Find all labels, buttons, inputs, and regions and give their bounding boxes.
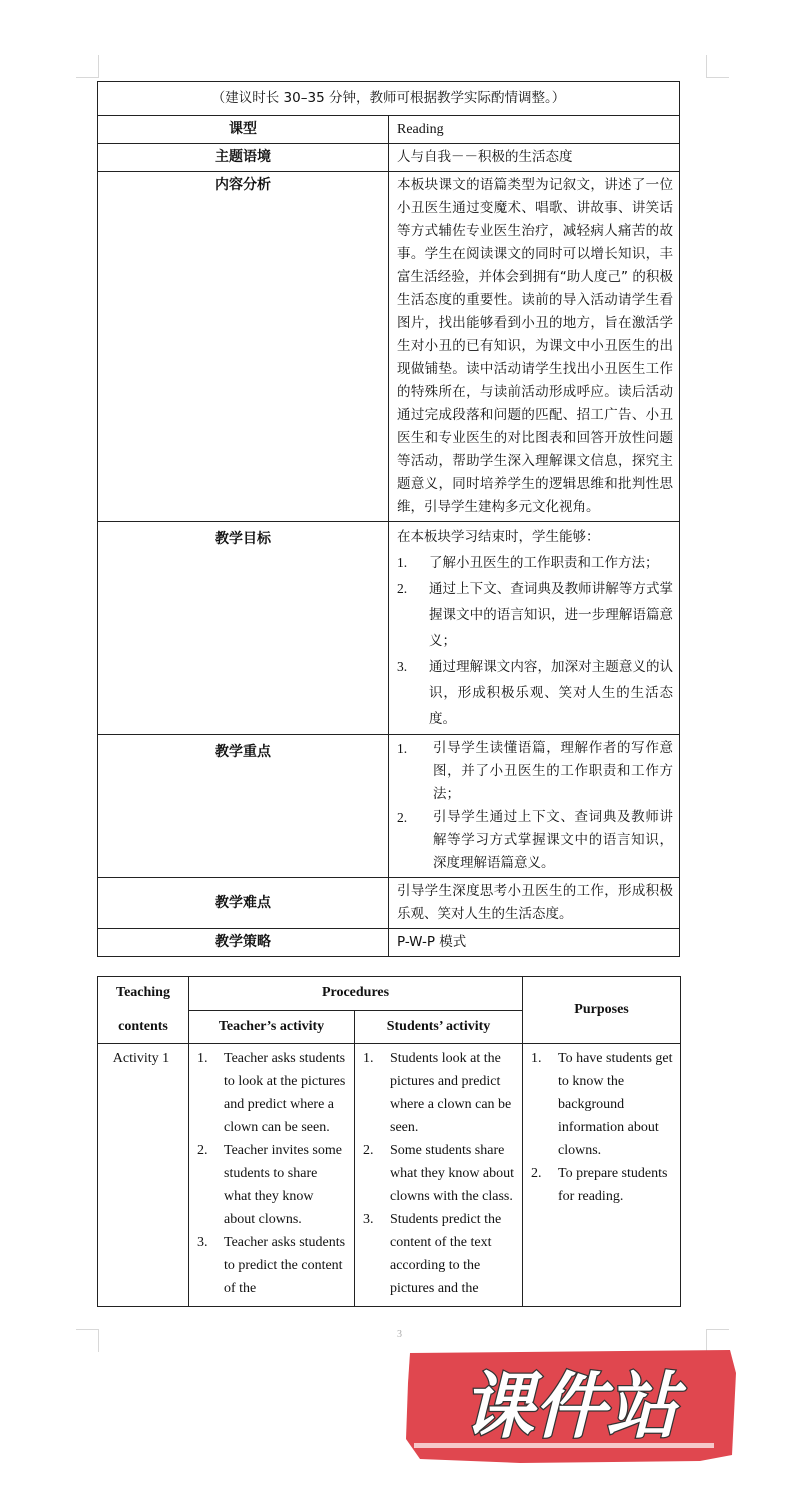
- list-number: 2.: [363, 1143, 374, 1158]
- row-label: 教学目标: [98, 522, 389, 735]
- row-label: 主题语境: [98, 144, 389, 172]
- list-item: [531, 1162, 674, 1208]
- students-activity: [355, 1044, 523, 1307]
- row-label: 教学策略: [98, 929, 389, 957]
- header-row: [98, 977, 681, 1011]
- list-item: [397, 576, 673, 654]
- list-text: 了解小丑医生的工作职责和工作方法；: [429, 555, 659, 571]
- procedures-table: [97, 976, 681, 1307]
- objectives-intro: 在本板块学习结束时，学生能够：: [397, 529, 600, 545]
- list-number: 3.: [363, 1212, 374, 1227]
- teacher-activity: [189, 1044, 355, 1307]
- crop-mark-top-right: [706, 55, 729, 78]
- row-value: 引导学生深度思考小丑医生的工作，形成积极乐观、笑对人生的生活态度。: [389, 878, 680, 929]
- info-row-analysis: [98, 172, 680, 522]
- watermark-text: 课件站: [461, 1364, 679, 1448]
- header-purposes: Purposes: [523, 977, 681, 1044]
- row-value: Reading: [389, 116, 680, 144]
- info-row-difficulties: [98, 878, 680, 929]
- duration-note-row: [98, 82, 680, 116]
- list-item: [397, 654, 673, 732]
- row-label: 教学重点: [98, 735, 389, 878]
- list-number: 1.: [531, 1051, 542, 1066]
- table-row: [98, 1044, 681, 1307]
- list-number: 1.: [363, 1051, 374, 1066]
- page-footer: [97, 1321, 680, 1471]
- list-text: To have students get to know the background information about clowns.: [558, 1051, 673, 1158]
- row-value: [389, 735, 680, 878]
- list-text: To prepare students for reading.: [558, 1166, 668, 1204]
- list-text: 引导学生读懂语篇，理解作者的写作意图，并了小丑医生的工作职责和工作方法；: [433, 740, 673, 802]
- list-item: [531, 1047, 674, 1162]
- header-text: contents: [118, 1019, 168, 1034]
- list-number: 3.: [197, 1235, 208, 1250]
- list-number: 2.: [397, 581, 408, 596]
- watermark-logo: [400, 1347, 740, 1465]
- info-row-type: [98, 116, 680, 144]
- row-value: 人与自我－－积极的生活态度: [389, 144, 680, 172]
- lesson-info-table: [97, 81, 680, 957]
- info-row-theme: [98, 144, 680, 172]
- purposes: [523, 1044, 681, 1307]
- list-number: 1.: [197, 1051, 208, 1066]
- list-text: 通过上下文、查词典及教师讲解等方式掌握课文中的语言知识，进一步理解语篇意义；: [429, 581, 673, 649]
- list-number: 3.: [397, 659, 408, 674]
- row-label: 教学难点: [98, 878, 389, 929]
- list-item: [397, 550, 673, 576]
- duration-note: （建议时长 30–35 分钟，教师可根据教学实际酌情调整。）: [98, 82, 680, 116]
- row-value: 本板块课文的语篇类型为记叙文，讲述了一位小丑医生通过变魔术、唱歌、讲故事、讲笑话等方式辅佐专业医生治疗，减轻病人痛苦的故事。学生在阅读课文的同时可以增长知识，丰富生活经验，并体会到拥有“助人度己” 的积极生活态度的重要性。读前的导入活动请学生看图片，找出能够看到小丑的地方，旨在激活学生对小丑的已有知识，为课文中小丑医生的出现做铺垫。读中活动请学生找出小丑医生工作的特殊所在，与读前活动形成呼应。读后活动通过完成段落和问题的匹配、招工广告、小丑医生和专业医生的对比图表和回答开放性问题等活动，帮助学生深入理解课文信息，探究主题意义，同时培养学生的逻辑思维和批判性思维，引导学生建构多元文化视角。: [389, 172, 680, 522]
- header-text: Teaching: [116, 985, 170, 1000]
- list-number: 1.: [397, 555, 408, 570]
- header-teacher-activity: Teacher’s activity: [189, 1010, 355, 1044]
- info-row-key-points: [98, 735, 680, 878]
- row-value: P-W-P 模式: [389, 929, 680, 957]
- list-text: Students predict the content of the text according to the pictures and the: [390, 1212, 502, 1296]
- list-text: Teacher asks students to predict the content of the: [224, 1235, 346, 1296]
- list-text: 通过理解课文内容，加深对主题意义的认识，形成积极乐观、笑对人生的生活态度。: [429, 659, 673, 727]
- info-row-objectives: [98, 522, 680, 735]
- list-item: [197, 1047, 348, 1139]
- list-text: Students look at the pictures and predict where a clown can be seen.: [390, 1051, 512, 1135]
- header-procedures: Procedures: [189, 977, 523, 1011]
- info-row-strategy: [98, 929, 680, 957]
- header-teaching-contents: [98, 977, 189, 1044]
- list-item: [197, 1231, 348, 1300]
- crop-mark-bottom-left: [76, 1329, 99, 1352]
- list-number: 1.: [397, 741, 408, 756]
- page-number: 3: [397, 1329, 402, 1340]
- list-item: [363, 1208, 516, 1300]
- list-number: 2.: [197, 1143, 208, 1158]
- teaching-content: Activity 1: [98, 1044, 189, 1307]
- list-item: [363, 1047, 516, 1139]
- row-value: [389, 522, 680, 735]
- list-text: Some students share what they know about clowns with the class.: [390, 1143, 515, 1204]
- list-number: 2.: [397, 810, 408, 825]
- header-students-activity: Students’ activity: [355, 1010, 523, 1044]
- list-item: [397, 806, 673, 875]
- list-number: 2.: [531, 1166, 542, 1181]
- list-item: [363, 1139, 516, 1208]
- list-text: Teacher invites some students to share what they know about clowns.: [224, 1143, 342, 1227]
- row-label: 课型: [98, 116, 389, 144]
- list-item: [397, 737, 673, 806]
- row-label: 内容分析: [98, 172, 389, 522]
- list-item: [197, 1139, 348, 1231]
- list-text: Teacher asks students to look at the pictures and predict where a clown can be seen.: [224, 1051, 346, 1135]
- list-text: 引导学生通过上下文、查词典及教师讲解等学习方式掌握课文中的语言知识，深度理解语篇意义。: [433, 809, 673, 871]
